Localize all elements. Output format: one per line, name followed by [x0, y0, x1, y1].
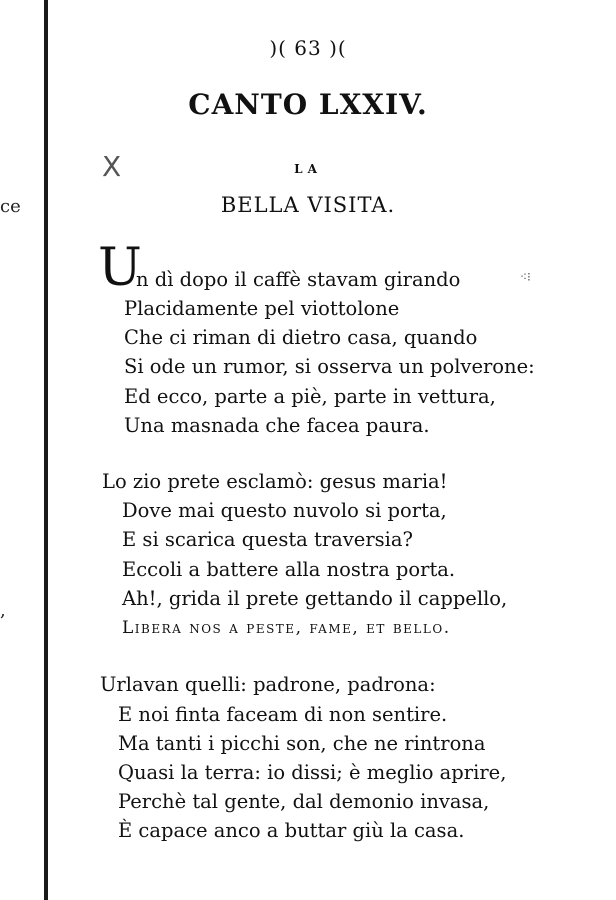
poem-subtitle: BELLA VISITA. [220, 193, 396, 217]
verse-line: Ed ecco, parte a piè, parte in vettura, [124, 385, 496, 408]
drop-cap: U [98, 238, 142, 298]
verse-line: Dove mai questo nuvolo si porta, [122, 499, 447, 522]
verse-line: n dì dopo il caffè stavam girando [136, 268, 461, 291]
verse-line: Quasi la terra: io dissi; è meglio aprire, [118, 761, 507, 784]
verse-line: Lo zio prete esclamò: gesus maria! [102, 470, 448, 493]
verse-line: E noi finta faceam di non sentire. [118, 703, 448, 726]
verse-line: E si scarica questa traversia? [122, 528, 413, 551]
margin-fragment-comma: , [0, 600, 6, 621]
verse-line: Si ode un rumor, si osserva un polverone: [124, 355, 535, 378]
verse-line: Una masnada che facea paura. [124, 414, 430, 437]
verse-line: Che ci riman di dietro casa, quando [124, 326, 478, 349]
page-number: )( 63 )( [269, 36, 347, 60]
verse-line: Urlavan quelli: padrone, padrona: [100, 673, 436, 696]
verse-line: È capace anco a buttar giù la casa. [118, 819, 465, 842]
margin-fragment-right: ⁖⁝ [520, 270, 531, 284]
margin-fragment-top: ce [0, 196, 21, 217]
verse-line: Placidamente pel viottolone [124, 297, 400, 320]
verse-line-latin: Libera nos a peste, fame, et bello. [122, 618, 451, 638]
verse-line: Perchè tal gente, dal demonio invasa, [118, 790, 490, 813]
subtitle-article: LA [294, 162, 322, 176]
pencil-mark: X [102, 150, 122, 183]
verse-line: Ah!, grida il prete gettando il cappello, [122, 587, 508, 610]
verse-line: Ma tanti i picchi son, che ne rintrona [118, 732, 486, 755]
canto-title: CANTO LXXIV. [188, 88, 428, 121]
verse-line: Eccoli a battere alla nostra porta. [122, 558, 456, 581]
page-gutter-line [44, 0, 48, 900]
